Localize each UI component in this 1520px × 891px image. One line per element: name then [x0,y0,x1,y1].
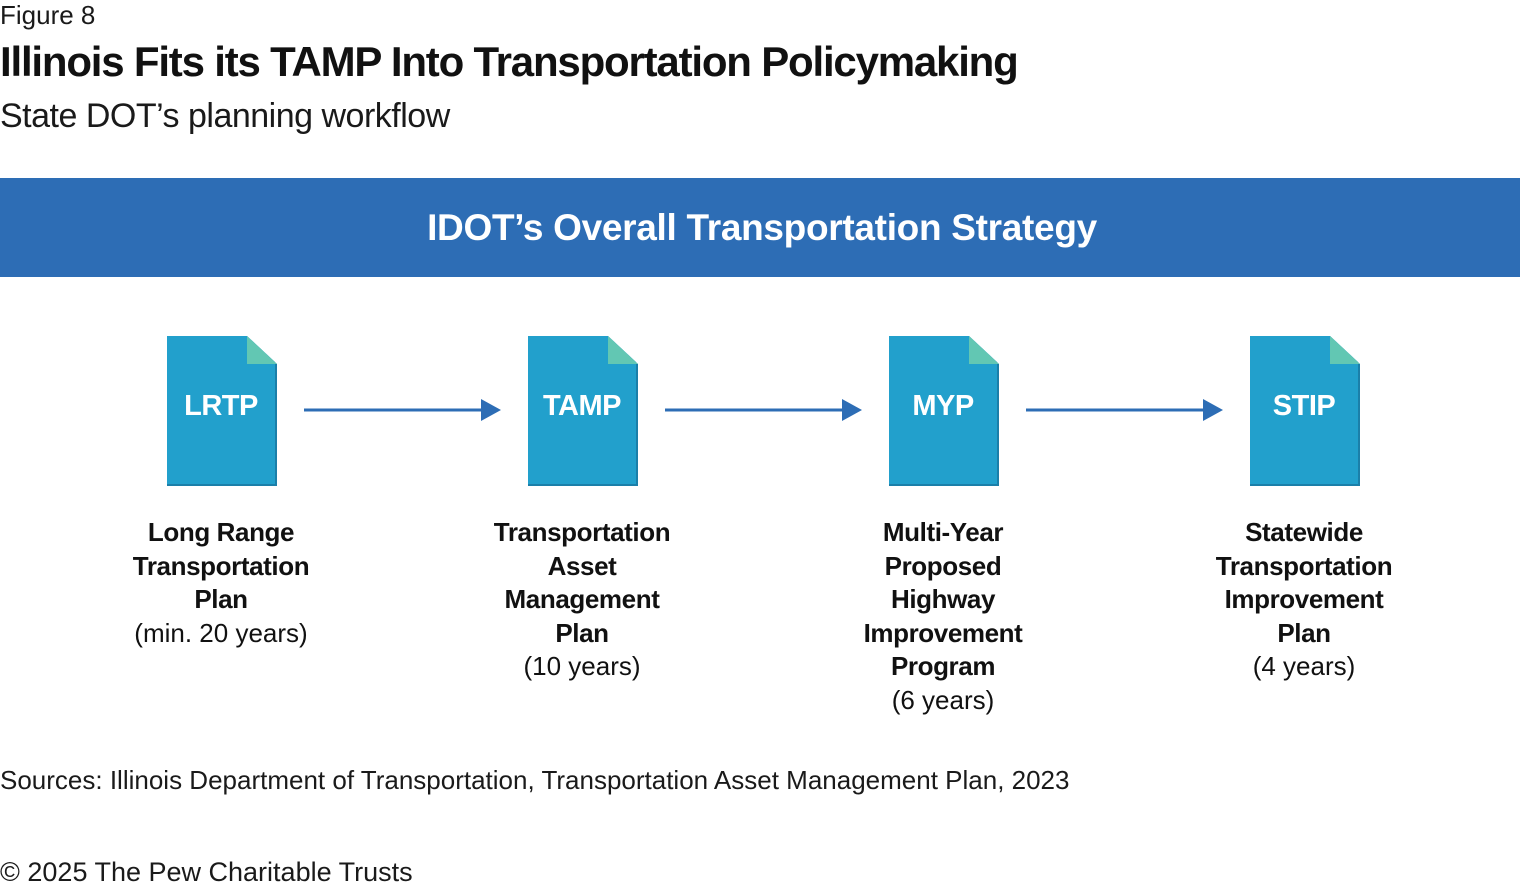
step-name-line: Long Range [147,517,295,547]
step-name-line: Plan [194,584,248,614]
step-name-line: Statewide [1245,517,1363,547]
step-name-line: Improvement [863,617,1023,648]
step-name-line: Transportation [1215,550,1393,581]
step-name-line: Highway [890,584,996,614]
step-duration: (4 years) [1252,651,1356,681]
myp-document-icon [889,336,999,486]
stip-document-icon [1250,336,1360,486]
tamp-description [462,516,702,684]
banner-title: IDOT’s Overall Transportation Strategy [427,206,1097,248]
step-name-line: Transportation [132,550,310,581]
lrtp-document-icon [167,336,277,486]
flow-arrow-icon [665,398,865,422]
step-name-line: Improvement [1224,584,1384,614]
step-name-line: Plan [1277,617,1331,648]
strategy-banner [0,178,1520,277]
myp-description [823,516,1063,717]
document-abbr: STIP [1272,390,1336,422]
document-abbr: LRTP [184,390,258,422]
stip-description [1184,516,1424,684]
step-duration: (min. 20 years) [134,617,308,648]
step-duration: (6 years) [891,684,995,715]
tamp-document-icon [528,336,638,486]
figure-title: Illinois Fits its TAMP Into Transportation Policymaking [0,38,1018,85]
step-name-line: Program [890,651,996,681]
step-name-line: Multi-Year [882,517,1004,547]
sources-note: Sources: Illinois Department of Transportation, Transportation Asset Management Plan, 2023 [0,765,1070,795]
lrtp-description [101,516,341,650]
figure-subtitle: State DOT’s planning workflow [0,97,450,135]
flow-arrow-icon [1026,398,1226,422]
step-name-line: Plan [555,617,609,648]
figure-label: Figure 8 [0,0,96,30]
copyright-note: © 2025 The Pew Charitable Trusts [0,857,413,887]
step-name-line: Transportation [493,517,671,547]
step-name-line: Management [504,584,660,614]
step-name-line: Asset [547,550,617,581]
document-abbr: MYP [912,390,974,422]
step-name-line: Proposed [884,550,1002,581]
step-duration: (10 years) [523,651,641,681]
document-abbr: TAMP [542,390,621,422]
flow-arrow-icon [304,398,504,422]
